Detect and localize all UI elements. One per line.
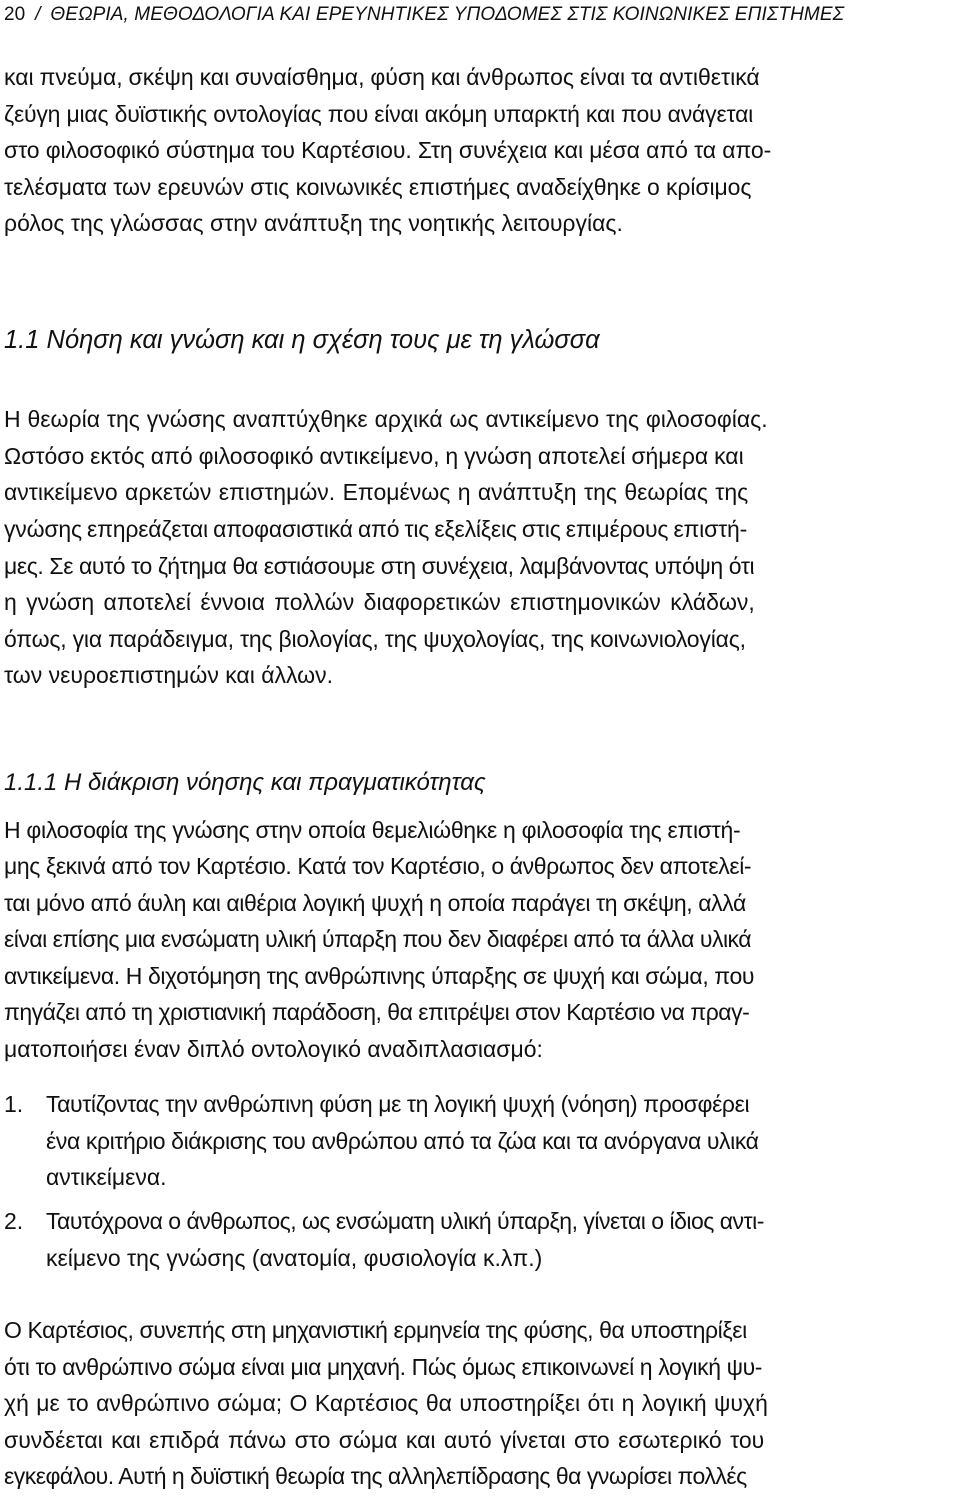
- list-item-number: 2.: [4, 1208, 24, 1234]
- paragraph-line: είναι επίσης μια ενσώματη υλική ύπαρξη που δεν διαφέρει από τα άλλα υλικά: [4, 926, 752, 952]
- paragraph-line: ότι το ανθρώπινο σώμα είναι μια μηχανή. Πώς όμως επικοινωνεί η λογική ψυ-: [4, 1354, 763, 1380]
- list-item-line: αντικείμενα.: [46, 1164, 167, 1190]
- page-number: 20: [4, 4, 26, 25]
- paragraph-line: εγκεφάλου. Αυτή η δυϊστική θεωρία της αλληλεπίδρασης θα γνωρίσει πολλές: [4, 1463, 747, 1489]
- paragraph-line: ζεύγη μιας δυϊστικής οντολογίας που είναι ακόμη υπαρκτή και που ανάγεται: [4, 101, 754, 127]
- list-item-number: 1.: [4, 1091, 24, 1117]
- paragraph-line: γνώσης επηρεάζεται αποφασιστικά από τις εξελίξεις στις επιμέρους επιστή-: [4, 516, 748, 542]
- list-item-line: ένα κριτήριο διάκρισης του ανθρώπου από τα ζώα και τα ανόργανα υλικά: [46, 1128, 759, 1154]
- paragraph-line: πηγάζει από τη χριστιανική παράδοση, θα επιτρέψει στον Καρτέσιο να πραγ-: [4, 999, 750, 1025]
- header-separator: /: [35, 4, 41, 25]
- running-title: ΘΕΩΡΙΑ, ΜΕΘΟΔΟΛΟΓΙΑ ΚΑΙ ΕΡΕΥΝΗΤΙΚΕΣ ΥΠΟΔΟΜΕΣ ΣΤΙΣ ΚΟΙΝΩΝΙΚΕΣ ΕΠΙΣΤΗΜΕΣ: [50, 4, 845, 25]
- paragraph-line: η γνώση αποτελεί έννοια πολλών διαφορετικών επιστημονικών κλάδων,: [4, 589, 755, 615]
- running-header: [4, 0, 844, 30]
- paragraph-line: αντικείμενα. Η διχοτόμηση της ανθρώπινης ύπαρξης σε ψυχή και σώμα, που: [4, 963, 755, 989]
- paragraph-line: και πνεύμα, σκέψη και συναίσθημα, φύση και άνθρωπος είναι τα αντιθετικά: [4, 64, 760, 90]
- paragraph-line: τελέσματα των ερευνών στις κοινωνικές επιστήμες αναδείχθηκε ο κρίσιμος: [4, 174, 752, 200]
- paragraph-line: όπως, για παράδειγμα, της βιολογίας, της ψυχολογίας, της κοινωνιολογίας,: [4, 626, 746, 652]
- paragraph-line: των νευροεπιστημών και άλλων.: [4, 662, 334, 688]
- paragraph-line: στο φιλοσοφικό σύστημα του Καρτέσιου. Στη συνέχεια και μέσα από τα απο-: [4, 137, 772, 163]
- paragraph-line: αντικείμενο αρκετών επιστημών. Επομένως η ανάπτυξη της θεωρίας της: [4, 479, 749, 505]
- paragraph-line: μες. Σε αυτό το ζήτημα θα εστιάσουμε στη συνέχεια, λαμβάνοντας υπόψη ότι: [4, 553, 755, 579]
- paragraph-line: ματοποιήσει έναν διπλό οντολογικό αναδιπλασιασμό:: [4, 1036, 543, 1062]
- paragraph-line: Ο Καρτέσιος, συνεπής στη μηχανιστική ερμηνεία της φύσης, θα υποστηρίξει: [4, 1317, 747, 1343]
- paragraph-line: συνδέεται και επιδρά πάνω στο σώμα και αυτό γίνεται στο εσωτερικό του: [4, 1427, 765, 1453]
- paragraph-line: ται μόνο από άυλη και αιθέρια λογική ψυχή η οποία παράγει τη σκέψη, αλλά: [4, 890, 746, 916]
- list-item-line: Ταυτόχρονα ο άνθρωπος, ως ενσώματη υλική ύπαρξη, γίνεται ο ίδιος αντι-: [46, 1208, 764, 1234]
- list-item-line: Ταυτίζοντας την ανθρώπινη φύση με τη λογική ψυχή (νόηση) προσφέρει: [46, 1091, 750, 1117]
- paragraph-line: μης ξεκινά από τον Καρτέσιο. Κατά τον Καρτέσιο, ο άνθρωπος δεν αποτελεί-: [4, 853, 752, 879]
- list-item-line: κείμενο της γνώσης (ανατομία, φυσιολογία κ.λπ.): [46, 1245, 543, 1271]
- paragraph-line: ρόλος της γλώσσας στην ανάπτυξη της νοητικής λειτουργίας.: [4, 210, 623, 236]
- paragraph-line: Ωστόσο εκτός από φιλοσοφικό αντικείμενο, η γνώση αποτελεί σήμερα και: [4, 443, 744, 469]
- section-heading-1-1-1: 1.1.1 Η διάκριση νόησης και πραγματικότητας: [4, 769, 486, 796]
- paragraph-line: χή με το ανθρώπινο σώμα; Ο Καρτέσιος θα υποστηρίξει ότι η λογική ψυχή: [4, 1390, 768, 1416]
- paragraph-line: Η φιλοσοφία της γνώσης στην οποία θεμελιώθηκε η φιλοσοφία της επιστή-: [4, 817, 741, 843]
- section-heading-1-1: 1.1 Νόηση και γνώση και η σχέση τους με τη γλώσσα: [4, 326, 600, 354]
- paragraph-line: Η θεωρία της γνώσης αναπτύχθηκε αρχικά ως αντικείμενο της φιλοσοφίας.: [4, 406, 768, 432]
